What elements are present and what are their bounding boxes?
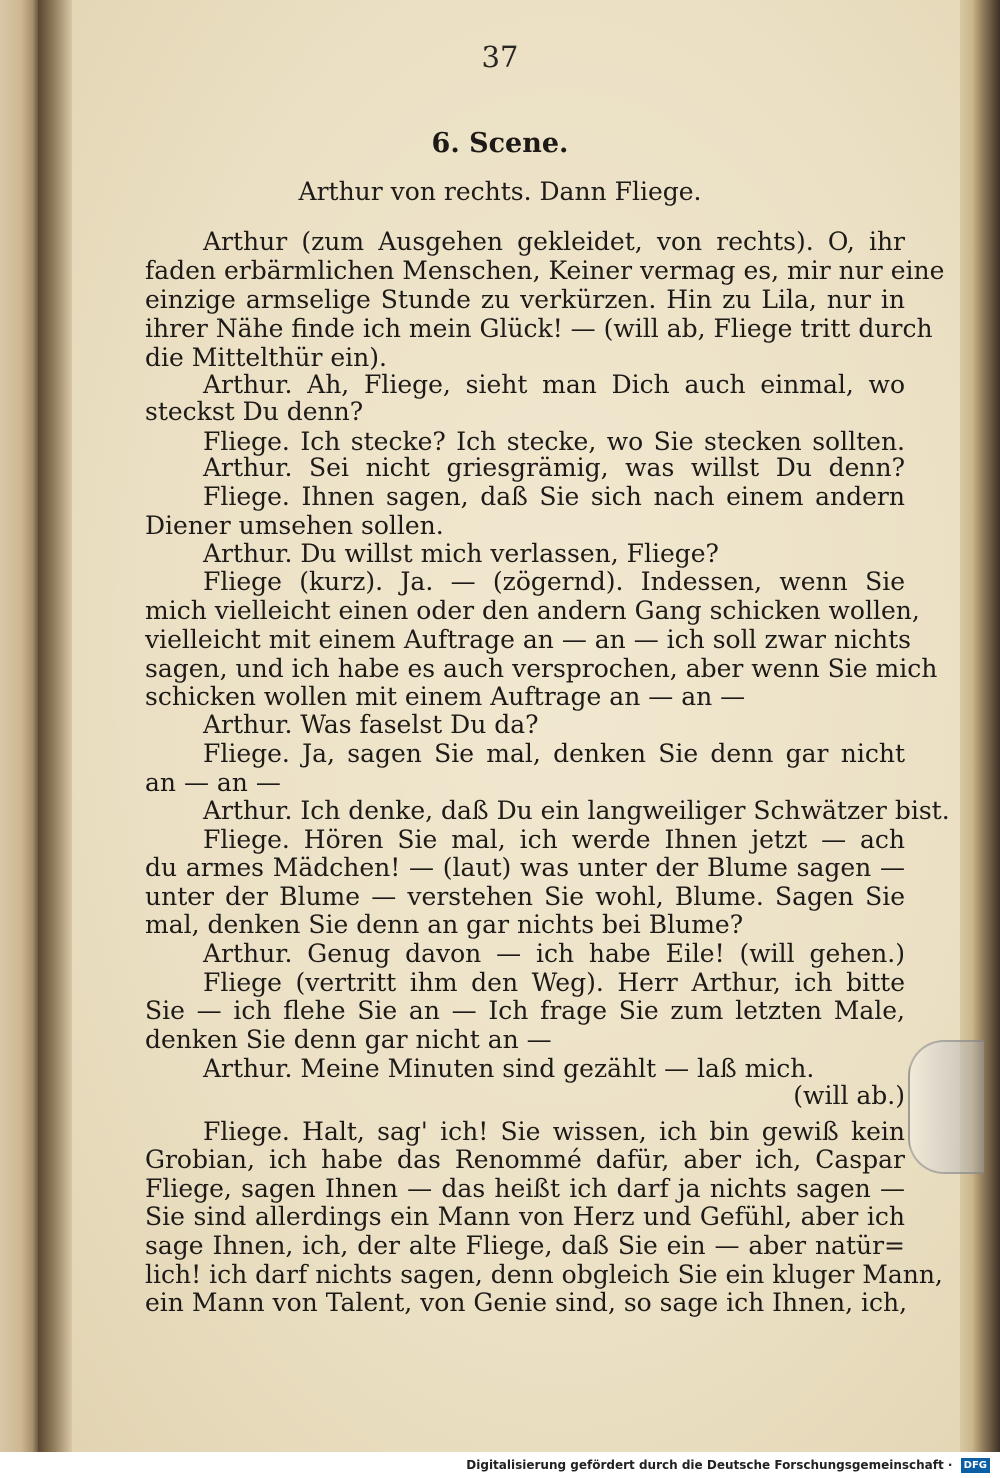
text-line: lich! ich darf nichts sagen, denn obgleich Sie ein kluger Mann,: [145, 1260, 943, 1289]
dfg-logo: DFG: [961, 1458, 990, 1473]
text-line: Sie — ich flehe Sie an — Ich frage Sie zum letzten Male,: [145, 996, 905, 1025]
text-line: (will ab.): [793, 1081, 905, 1110]
text-line: mal, denken Sie denn an gar nichts bei Blume?: [145, 910, 744, 939]
text-line: Fliege. Halt, sag' ich! Sie wissen, ich bin gewiß kein: [203, 1117, 905, 1146]
text-line: Fliege. Hören Sie mal, ich werde Ihnen jetzt — ach: [203, 825, 905, 854]
footer-text: Digitalisierung gefördert durch die Deutsche Forschungsgemeinschaft ·: [466, 1458, 953, 1472]
text-line: Fliege. Ja, sagen Sie mal, denken Sie denn gar nicht: [203, 739, 905, 768]
text-line: Fliege (kurz). Ja. — (zögernd). Indessen, wenn Sie: [203, 567, 905, 596]
text-line: vielleicht mit einem Auftrage an — an — ich soll zwar nichts: [145, 625, 911, 654]
page-clip: [908, 1040, 984, 1174]
text-line: ein Mann von Talent, von Genie sind, so sage ich Ihnen, ich,: [145, 1288, 908, 1317]
text-line: unter der Blume — verstehen Sie wohl, Blume. Sagen Sie: [145, 882, 905, 911]
text-line: schicken wollen mit einem Auftrage an — an —: [145, 682, 746, 711]
text-line: Arthur. Ich denke, daß Du ein langweiliger Schwätzer bist.: [203, 796, 950, 825]
text-line: Arthur. Meine Minuten sind gezählt — laß mich.: [203, 1054, 815, 1083]
page-number: 37: [481, 40, 519, 74]
text-line: Arthur. Genug davon — ich habe Eile! (will gehen.): [203, 939, 905, 968]
text-line: ihrer Nähe finde ich mein Glück! — (will ab, Fliege tritt durch: [145, 314, 933, 343]
digitization-footer: [0, 1452, 1000, 1478]
text-line: Fliege. Ich stecke? Ich stecke, wo Sie stecken sollten.: [203, 427, 905, 456]
text-line: Diener umsehen sollen.: [145, 511, 444, 540]
left-page-edge: [0, 0, 38, 1452]
text-line: steckst Du denn?: [145, 397, 364, 426]
text-line: an — an —: [145, 768, 281, 797]
scene-heading: 6. Scene.: [431, 128, 569, 159]
text-line: Sie sind allerdings ein Mann von Herz und Gefühl, aber ich: [145, 1202, 905, 1231]
stage-direction: Arthur von rechts. Dann Fliege.: [298, 177, 702, 206]
text-line: Fliege, sagen Ihnen — das heißt ich darf ja nichts sagen —: [145, 1174, 905, 1203]
text-line: einzige armselige Stunde zu verkürzen. Hin zu Lila, nur in: [145, 285, 905, 314]
text-line: denken Sie denn gar nicht an —: [145, 1025, 552, 1054]
text-line: Arthur. Du willst mich verlassen, Fliege?: [203, 539, 719, 568]
text-line: Arthur. Was faselst Du da?: [203, 710, 539, 739]
text-line: Grobian, ich habe das Renommé dafür, aber ich, Caspar: [145, 1145, 905, 1174]
book-gutter: [38, 0, 72, 1452]
text-line: Arthur (zum Ausgehen gekleidet, von rechts). O, ihr: [203, 227, 905, 256]
text-line: faden erbärmlichen Menschen, Keiner vermag es, mir nur eine: [145, 256, 945, 285]
text-line: Fliege (vertritt ihm den Weg). Herr Arthur, ich bitte: [203, 968, 905, 997]
text-line: du armes Mädchen! — (laut) was unter der Blume sagen —: [145, 853, 905, 882]
text-line: Fliege. Ihnen sagen, daß Sie sich nach einem andern: [203, 482, 905, 511]
text-line: Arthur. Ah, Fliege, sieht man Dich auch einmal, wo: [203, 370, 905, 399]
text-line: die Mittelthür ein).: [145, 343, 387, 372]
text-line: sagen, und ich habe es auch versprochen, aber wenn Sie mich: [145, 654, 938, 683]
text-line: mich vielleicht einen oder den andern Gang schicken wollen,: [145, 596, 920, 625]
text-line: sage Ihnen, ich, der alte Fliege, daß Sie ein — aber natür=: [145, 1231, 905, 1260]
page-edge: [960, 0, 1000, 1452]
text-line: Arthur. Sei nicht griesgrämig, was willst Du denn?: [203, 453, 905, 482]
